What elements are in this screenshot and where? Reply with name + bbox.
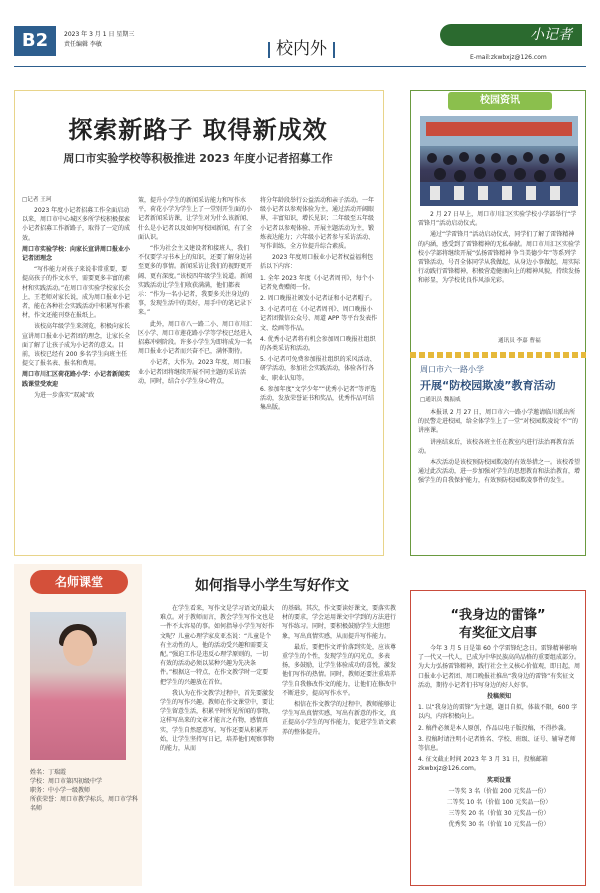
mentor-position: 职务：中小学一级教师 [30, 787, 91, 794]
mentor-article-col-1 [160, 604, 274, 886]
rule-item: 1. 以“我身边的雷锋”为主题，题目自拟，体裁不限，600 字以内，内容积极向上。 [418, 704, 578, 721]
paragraph: 通过“学雷锋月”活动启动仪式，同学们了解了雷锋精神的内涵，感受到了雷锋精神的无私奉献。周口市川汇区实验学校小学部将继续开展“弘扬雷锋精神 争当美德少年”等系列学雷锋活动，号召全体同学从我做起，从身边小事做起，用实际行动践行雷锋精神，积极营造健康向上的精神风貌，持续发扬和彰显，为学校优良作风添光彩。 [418, 231, 580, 285]
mentor-article-title: 如何指导小学生写好作文 [195, 578, 349, 594]
main-col-2 [138, 196, 254, 551]
benefit-item: 1. 全年 2023 年度《小记者周刊》，每个小记者免费赠阅一份。 [260, 274, 374, 291]
prize-item: 优秀奖 30 名（价值 10 元奖品一份） [448, 821, 550, 829]
paragraph: 相信在作文教学的过程中，教师能够让学生写出真情实感，写出有新意的作文，真正提高小学生的写作能力，促进学生语文素养的整体提升。 [282, 701, 396, 736]
news-item-1-byline: 通讯员 李嘉 曹福 [498, 338, 541, 344]
portrait-face [63, 630, 93, 666]
call-title-line-2: 有奖征文启事 [458, 626, 537, 641]
main-subheadline: 周口市实验学校等积极推进 2023 年度小记者招募工作 [63, 152, 333, 165]
paragraph: 本次活动是该校预防校园欺凌的有效举措之一。该校希望通过此次活动，进一步加强对学生的思想教育和法治教育，增强学生的自我保护能力，有效预防校园欺凌事件的发生。 [418, 459, 580, 485]
prize-item: 一等奖 3 名（价值 200 元奖品一份） [448, 787, 550, 795]
mentor-name: 姓名：丁瑞霞 [30, 769, 67, 776]
rule-item: 4. 征文截止时间 2023 年 3 月 31 日，投稿邮箱 zkwbxjz@126.com。 [418, 756, 548, 773]
teacher-portrait [30, 612, 126, 760]
call-intro: 今年 3 月 5 日是第 60 个学雷锋纪念日。雷锋精神影响了一代又一代人，已成为中华民族高尚品格的重要组成部分。为大力弘扬雷锋精神，践行社会主义核心价值观，即日起，周口报业小记者团、周口晚报社推出“我身边的雷锋”有奖征文活动，期待小记者们书写身边的好人好事。 [418, 645, 580, 689]
paragraph: 最后，要把作文评价落到实处，应该尊重学生的个性，发现学生的闪光点，多表扬，多鼓励，让学生体验成功的喜悦，激发他们写作的热情。同时，教师还要注重培养学生自我修改作文的能力，让他们在修改中不断进步，提高写作水平。 [282, 643, 396, 697]
subhead-paragraph: 周口市川汇区荷花路小学：小记者新闻实践课堂受欢迎 [22, 371, 131, 388]
section-divider [410, 352, 586, 358]
page-number: B2 [14, 26, 56, 56]
call-title-line-1: “我身边的雷锋” [450, 608, 546, 623]
rule-item: 3. 投稿时请注明小记者姓名、学校、班级、证号、辅导老师等信息。 [418, 735, 576, 753]
mentor-honors: 所获荣誉：周口市教学标兵，周口市学科名师 [30, 796, 139, 812]
paragraph: 策，提升小学生的新闻采访能力和写作水平，荷花小学为学生上了一堂别开生面的小记者新闻采访课，让学生对为什么该新闻、什么是小记者以及如何写校园新闻，有了全面认识。 [138, 197, 253, 241]
paragraph: 本报讯 2 月 27 日，周口市六一路小学邀请临川派出所的民警走进校园，给全体学生上了一堂“对校园欺凌说‘不’”的讲座课。 [418, 409, 579, 435]
main-col-3 [260, 196, 378, 551]
contact-email[interactable]: E-mail:zkwbxjz@126.com [470, 54, 547, 61]
rule-item: 2. 稿件必须是本人原创，作品以电子版投稿，不得抄袭。 [418, 724, 570, 732]
section-label: 校内外 [276, 39, 327, 59]
news-item-2-title: 开展“防校园欺凌”教育活动 [420, 379, 556, 392]
main-headline: 探索新路子 取得新成效 [68, 115, 328, 144]
news-item-2-school: 周口市六一路小学 [420, 365, 484, 374]
news-item-2-byline: □通讯员 魏振威 [420, 397, 461, 403]
paragraph: 的基础。其次，作文要读好课文，要落实教材的要求，学会运用课文中学到的方法进行写作练习。同时，要积极鼓励学生大胆想象，写出真情实感，从而提升写作能力。 [282, 605, 396, 640]
main-byline: □记者 王珂 [22, 197, 52, 203]
paragraph: 此外，周口市八一路二小、周口市川汇区小学、周口市莲花路小学等学校已经进入招募冲刺阶段。许多小学生为即将成为一名周口报业小记者而兴奋不已，满怀期待。 [138, 320, 253, 356]
rules-heading: 投稿须知 [486, 693, 511, 701]
prizes-heading: 奖项设置 [486, 776, 511, 784]
mentor-class-tag: 名师课堂 [30, 570, 128, 594]
benefit-item: 5. 小记者可免费参加报社组织的采风活动、研学活动，参加社会实践活动，体验各行各业、职业认知等。 [260, 356, 376, 382]
news-item-1 [418, 210, 580, 338]
brand-banner: 小记者 [440, 24, 582, 46]
paragraph: 小记者，大作为。2023 年度，周口报业小记者团将继续开展不同主题的采访活动，同时，结合小学生身心特点， [138, 359, 252, 385]
mentor-article-col-2 [282, 604, 396, 886]
news-item-2 [418, 408, 580, 552]
benefit-item: 4. 优秀小记者将有机会参加周口晚报社组织的各类采访和活动。 [260, 335, 376, 353]
benefit-item: 3. 小记者可在《小记者周刊》、周口晚报小记者团微信公众号、周道 APP 等平台发表作文、绘画等作品。 [260, 306, 378, 332]
mentor-details [30, 768, 140, 813]
subhead-paragraph: 周口市实验学校：向家长宣讲周口报业小记者团理念 [22, 245, 131, 263]
mentor-school: 学校：周口市第四初级中学 [30, 778, 103, 785]
paragraph: “作为社会主义建设者和接班人，我们不仅要学习书本上的知识，还要了解身边甚至更多的事情。新闻采访让我们的视野更开阔、更有深度。”该校四年级学生说道。新闻实践活动让学生们收获满满，他们都表示：“作为一名小记者，我要多关注身边的事，发现生活中的美好，用手中的笔记录下来。” [138, 245, 253, 317]
paragraph: 将分年龄段举行公益活动和亲子活动。一年级小记者以参观体验为主，通过活动开阔眼界，丰富知识，增长见识；二年级至五年级小记者以参观体验、开展主题活动为主，锻炼表达能力；六年级小记者参与采访活动、写作训练，全方位提升综合素质。 [260, 197, 375, 251]
benefit-item: 6. 参加年度“文学少年”“优秀小记者”等评选活动，发放荣誉证书和奖品，优秀作品可结集出版。 [260, 385, 377, 412]
paragraph: 我认为在作文教学过程中，首先要激发学生的写作兴趣。教师在作文课堂中，要让学生留意生活，积累平时所见所闻的事物，这样写出来的文章才能言之有物，感情真实，学生自然愿意写。写作还要从积累开始，让学生坚持写日记，培养他们观察事物的能力，从而 [160, 689, 274, 753]
prize-item: 二等奖 10 名（价值 100 元奖品一份） [446, 799, 552, 807]
paragraph: 讲座结束后，该校各班主任在教室内进行法治再教育活动。 [418, 438, 575, 455]
call-body [418, 644, 580, 882]
paragraph: 为进一步落实“双减”政 [34, 391, 95, 399]
paragraph: 在学生看来，写作文是学习语文的最大难点。对于教师而言，教会学生写作文也是一件不太容易的事。如何指导小学生写好作文呢？儿童心理学家皮亚杰说：“儿童是个有主动性的人，他的活动受兴趣和需要支配。”强迫工作是违反心理学原则的，一切有效的活动必须以某种兴趣为先决条件。”根据这一特点，在作文教学时一定要把学生的兴趣放在首位。 [160, 605, 274, 686]
paragraph: 2023 年度小记者招募工作全面启动以来，周口市中心城区多所学校积极探索小记者招募工作新路子，取得了一定的成效。 [22, 207, 131, 242]
issue-date: 2023 年 3 月 1 日 星期三 [64, 31, 135, 38]
benefit-item: 2. 周口晚报社颁发小记者证和小记者帽子。 [260, 295, 376, 303]
paragraph: 2 月 27 日早上，周口市川汇区实验学校小学部举行“学雷锋月”活动启动仪式。 [418, 211, 577, 228]
section-title [262, 34, 341, 59]
paragraph: “写作能力对孩子来说非常重要，要提高孩子的作文水平，需要更多丰富的素材和实践活动。”在周口市实验学校家长会上，王老师对家长说，成为周口报业小记者，能在各种社会实践活动中积累写作素材，作文还能刊登在报纸上。 [22, 266, 131, 320]
prize-item: 三等奖 20 名（价值 30 元奖品一份） [448, 810, 550, 818]
header-rule [14, 66, 586, 67]
news-photo [420, 116, 578, 206]
news-photo-illustration [420, 116, 578, 206]
campus-news-tag: 校园资讯 [448, 92, 552, 110]
paragraph: 2023 年度周口报业小记者权益福利包括以下内容： [260, 254, 374, 271]
paragraph: 该校高年级学生来浏览，积极向家长宣讲周口报业小记者团的理念，让家长全面了解了让孩子成为小记者的意义。目前，该校已经有 200 多名学生向班主任提交了报名表、报名和费用。 [22, 323, 131, 368]
editor-credit: 责任编辑 李敏 [64, 41, 102, 48]
issue-date-block [64, 30, 134, 50]
main-col-1 [22, 206, 132, 551]
